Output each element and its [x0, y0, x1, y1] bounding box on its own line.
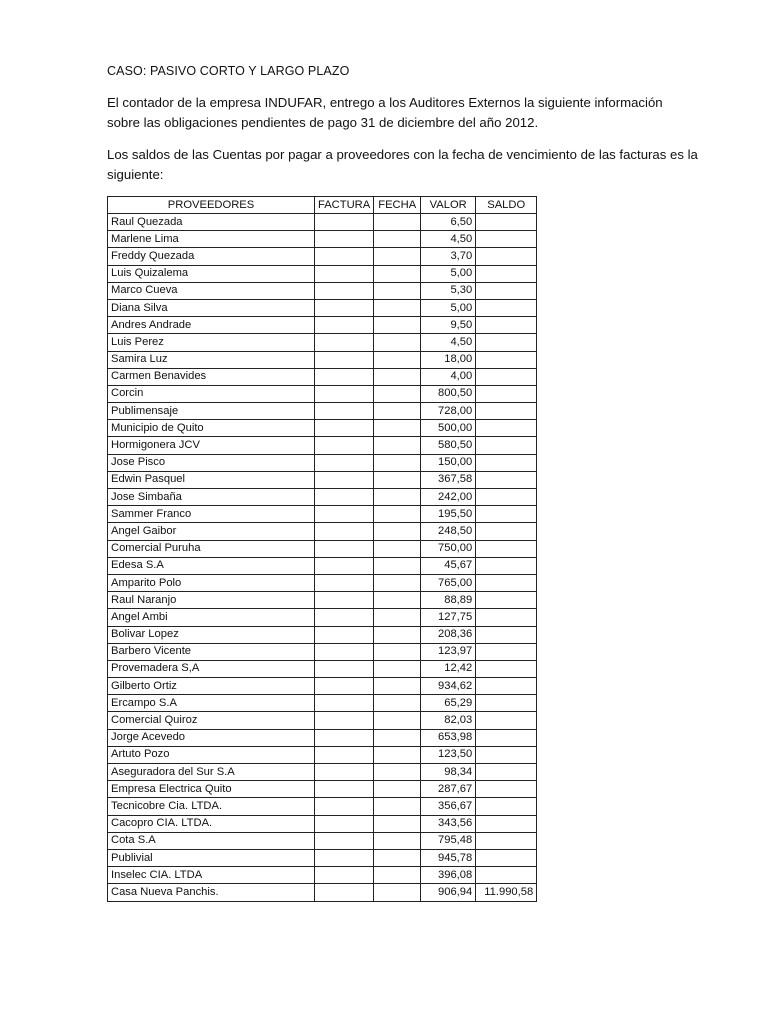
cell-fecha — [374, 729, 421, 746]
cell-factura — [315, 540, 374, 557]
cell-fecha — [374, 884, 421, 901]
cell-proveedor: Casa Nueva Panchis. — [108, 884, 315, 901]
cell-proveedor: Luis Perez — [108, 334, 315, 351]
cell-proveedor: Angel Ambi — [108, 609, 315, 626]
cell-valor: 123,97 — [421, 643, 476, 660]
cell-valor: 248,50 — [421, 523, 476, 540]
balance-paragraph — [107, 145, 698, 185]
cell-factura — [315, 832, 374, 849]
cell-saldo — [476, 764, 537, 781]
cell-factura — [315, 265, 374, 282]
cell-fecha — [374, 798, 421, 815]
cell-saldo — [476, 746, 537, 763]
table-row — [108, 592, 537, 609]
cell-fecha — [374, 231, 421, 248]
cell-fecha — [374, 781, 421, 798]
cell-fecha — [374, 317, 421, 334]
cell-valor: 3,70 — [421, 248, 476, 265]
cell-proveedor: Raul Naranjo — [108, 592, 315, 609]
cell-fecha — [374, 832, 421, 849]
cell-proveedor: Empresa Electrica Quito — [108, 781, 315, 798]
table-row — [108, 626, 537, 643]
cell-valor: 150,00 — [421, 454, 476, 471]
cell-valor: 4,00 — [421, 368, 476, 385]
cell-proveedor: Barbero Vicente — [108, 643, 315, 660]
table-row — [108, 746, 537, 763]
cell-fecha — [374, 248, 421, 265]
table-row — [108, 867, 537, 884]
table-row — [108, 420, 537, 437]
cell-factura — [315, 248, 374, 265]
cell-saldo — [476, 368, 537, 385]
cell-saldo — [476, 385, 537, 402]
cell-fecha — [374, 437, 421, 454]
cell-saldo — [476, 867, 537, 884]
cell-fecha — [374, 523, 421, 540]
cell-fecha — [374, 815, 421, 832]
cell-factura — [315, 695, 374, 712]
cell-saldo — [476, 592, 537, 609]
cell-saldo — [476, 420, 537, 437]
cell-saldo — [476, 471, 537, 488]
cell-fecha — [374, 867, 421, 884]
header-saldo: SALDO — [476, 197, 537, 214]
cell-proveedor: Marlene Lima — [108, 231, 315, 248]
cell-proveedor: Hormigonera JCV — [108, 437, 315, 454]
intro-line-1: El contador de la empresa INDUFAR, entrego a los Auditores Externos la siguiente información — [107, 95, 663, 110]
cell-fecha — [374, 420, 421, 437]
cell-valor: 98,34 — [421, 764, 476, 781]
header-fecha: FECHA — [374, 197, 421, 214]
cell-proveedor: Cota S.A — [108, 832, 315, 849]
cell-factura — [315, 471, 374, 488]
cell-valor: 82,03 — [421, 712, 476, 729]
cell-valor: 242,00 — [421, 489, 476, 506]
balance-line-1: Los saldos de las Cuentas por pagar a proveedores con la fecha de vencimiento de las facturas es la — [107, 147, 698, 162]
cell-factura — [315, 299, 374, 316]
cell-proveedor: Publivial — [108, 849, 315, 866]
cell-proveedor: Municipio de Quito — [108, 420, 315, 437]
cell-factura — [315, 815, 374, 832]
cell-proveedor: Jose Simbaña — [108, 489, 315, 506]
cell-fecha — [374, 265, 421, 282]
cell-fecha — [374, 299, 421, 316]
cell-factura — [315, 867, 374, 884]
cell-saldo — [476, 574, 537, 591]
cell-factura — [315, 437, 374, 454]
cell-valor: 195,50 — [421, 506, 476, 523]
cell-saldo — [476, 351, 537, 368]
cell-proveedor: Luis Quizalema — [108, 265, 315, 282]
cell-saldo — [476, 403, 537, 420]
cell-valor: 4,50 — [421, 231, 476, 248]
cell-valor: 396,08 — [421, 867, 476, 884]
cell-valor: 800,50 — [421, 385, 476, 402]
cell-saldo — [476, 609, 537, 626]
cell-fecha — [374, 678, 421, 695]
cell-proveedor: Inselec CIA. LTDA — [108, 867, 315, 884]
cell-proveedor: Gilberto Ortiz — [108, 678, 315, 695]
cell-fecha — [374, 849, 421, 866]
header-valor: VALOR — [421, 197, 476, 214]
table-row — [108, 248, 537, 265]
table-row — [108, 214, 537, 231]
cell-saldo — [476, 849, 537, 866]
cell-saldo — [476, 626, 537, 643]
cell-saldo — [476, 643, 537, 660]
cell-valor: 208,36 — [421, 626, 476, 643]
cell-valor: 18,00 — [421, 351, 476, 368]
cell-proveedor: Comercial Quiroz — [108, 712, 315, 729]
cell-saldo — [476, 437, 537, 454]
cell-saldo — [476, 660, 537, 677]
table-row — [108, 712, 537, 729]
cell-fecha — [374, 282, 421, 299]
cell-proveedor: Tecnicobre Cia. LTDA. — [108, 798, 315, 815]
table-header-row — [108, 197, 537, 214]
cell-proveedor: Ercampo S.A — [108, 695, 315, 712]
cell-saldo — [476, 282, 537, 299]
cell-factura — [315, 489, 374, 506]
cell-valor: 356,67 — [421, 798, 476, 815]
cell-valor: 906,94 — [421, 884, 476, 901]
cell-factura — [315, 214, 374, 231]
cell-saldo — [476, 248, 537, 265]
cell-proveedor: Andres Andrade — [108, 317, 315, 334]
cell-proveedor: Corcin — [108, 385, 315, 402]
cell-factura — [315, 609, 374, 626]
cell-fecha — [374, 489, 421, 506]
balance-line-2: siguiente: — [107, 167, 164, 182]
cell-fecha — [374, 695, 421, 712]
table-row — [108, 849, 537, 866]
cell-factura — [315, 729, 374, 746]
cell-factura — [315, 884, 374, 901]
intro-paragraph — [107, 93, 687, 133]
table-row — [108, 351, 537, 368]
cell-valor: 580,50 — [421, 437, 476, 454]
cell-fecha — [374, 351, 421, 368]
cell-factura — [315, 746, 374, 763]
cell-proveedor: Jorge Acevedo — [108, 729, 315, 746]
cell-factura — [315, 764, 374, 781]
cell-fecha — [374, 403, 421, 420]
table-row — [108, 574, 537, 591]
cell-valor: 5,30 — [421, 282, 476, 299]
table-row — [108, 678, 537, 695]
cell-valor: 9,50 — [421, 317, 476, 334]
table-row — [108, 299, 537, 316]
cell-valor: 500,00 — [421, 420, 476, 437]
table-row — [108, 523, 537, 540]
cell-saldo — [476, 798, 537, 815]
cell-factura — [315, 798, 374, 815]
cell-factura — [315, 643, 374, 660]
cell-saldo — [476, 695, 537, 712]
cell-fecha — [374, 557, 421, 574]
cell-proveedor: Jose Pisco — [108, 454, 315, 471]
cell-proveedor: Artuto Pozo — [108, 746, 315, 763]
cell-saldo — [476, 334, 537, 351]
cell-valor: 653,98 — [421, 729, 476, 746]
cell-factura — [315, 506, 374, 523]
table-row — [108, 609, 537, 626]
cell-valor: 45,67 — [421, 557, 476, 574]
cell-fecha — [374, 540, 421, 557]
table-row — [108, 265, 537, 282]
cell-proveedor: Raul Quezada — [108, 214, 315, 231]
cell-proveedor: Samira Luz — [108, 351, 315, 368]
cell-factura — [315, 231, 374, 248]
cell-saldo — [476, 317, 537, 334]
cell-saldo — [476, 506, 537, 523]
table-row — [108, 815, 537, 832]
cell-fecha — [374, 660, 421, 677]
cell-saldo: 11.990,58 — [476, 884, 537, 901]
cell-proveedor: Marco Cueva — [108, 282, 315, 299]
cell-fecha — [374, 506, 421, 523]
table-row — [108, 437, 537, 454]
cell-factura — [315, 368, 374, 385]
table-row — [108, 385, 537, 402]
cell-fecha — [374, 764, 421, 781]
cell-factura — [315, 678, 374, 695]
table-row — [108, 798, 537, 815]
cell-proveedor: Sammer Franco — [108, 506, 315, 523]
table-row — [108, 403, 537, 420]
cell-saldo — [476, 265, 537, 282]
case-title: CASO: PASIVO CORTO Y LARGO PLAZO — [107, 64, 350, 78]
cell-valor: 795,48 — [421, 832, 476, 849]
cell-saldo — [476, 299, 537, 316]
cell-factura — [315, 626, 374, 643]
cell-factura — [315, 420, 374, 437]
cell-saldo — [476, 231, 537, 248]
cell-fecha — [374, 385, 421, 402]
table-row — [108, 282, 537, 299]
cell-proveedor: Freddy Quezada — [108, 248, 315, 265]
cell-valor: 287,67 — [421, 781, 476, 798]
table-body — [108, 214, 537, 902]
cell-fecha — [374, 454, 421, 471]
cell-proveedor: Aseguradora del Sur S.A — [108, 764, 315, 781]
cell-factura — [315, 317, 374, 334]
cell-factura — [315, 592, 374, 609]
cell-factura — [315, 385, 374, 402]
cell-proveedor: Publimensaje — [108, 403, 315, 420]
cell-saldo — [476, 678, 537, 695]
cell-valor: 88,89 — [421, 592, 476, 609]
table-row — [108, 489, 537, 506]
cell-factura — [315, 334, 374, 351]
cell-proveedor: Provemadera S,A — [108, 660, 315, 677]
cell-factura — [315, 781, 374, 798]
cell-proveedor: Amparito Polo — [108, 574, 315, 591]
table-row — [108, 368, 537, 385]
table-row — [108, 506, 537, 523]
cell-fecha — [374, 368, 421, 385]
cell-valor: 6,50 — [421, 214, 476, 231]
cell-proveedor: Diana Silva — [108, 299, 315, 316]
cell-proveedor: Edwin Pasquel — [108, 471, 315, 488]
cell-proveedor: Angel Gaibor — [108, 523, 315, 540]
cell-saldo — [476, 832, 537, 849]
cell-saldo — [476, 454, 537, 471]
table-row — [108, 540, 537, 557]
table-row — [108, 832, 537, 849]
cell-factura — [315, 523, 374, 540]
cell-fecha — [374, 214, 421, 231]
cell-proveedor: Bolivar Lopez — [108, 626, 315, 643]
cell-valor: 127,75 — [421, 609, 476, 626]
table-row — [108, 884, 537, 901]
cell-factura — [315, 849, 374, 866]
cell-valor: 65,29 — [421, 695, 476, 712]
cell-saldo — [476, 781, 537, 798]
cell-valor: 4,50 — [421, 334, 476, 351]
cell-proveedor: Carmen Benavides — [108, 368, 315, 385]
table-row — [108, 471, 537, 488]
cell-valor: 12,42 — [421, 660, 476, 677]
cell-fecha — [374, 712, 421, 729]
cell-valor: 750,00 — [421, 540, 476, 557]
table-row — [108, 317, 537, 334]
cell-fecha — [374, 643, 421, 660]
cell-saldo — [476, 557, 537, 574]
suppliers-table — [107, 196, 537, 902]
table-row — [108, 660, 537, 677]
cell-factura — [315, 574, 374, 591]
cell-proveedor: Comercial Puruha — [108, 540, 315, 557]
cell-valor: 123,50 — [421, 746, 476, 763]
cell-factura — [315, 403, 374, 420]
cell-valor: 945,78 — [421, 849, 476, 866]
cell-saldo — [476, 489, 537, 506]
cell-fecha — [374, 471, 421, 488]
cell-valor: 367,58 — [421, 471, 476, 488]
cell-valor: 343,56 — [421, 815, 476, 832]
table-row — [108, 781, 537, 798]
cell-factura — [315, 454, 374, 471]
cell-valor: 728,00 — [421, 403, 476, 420]
cell-fecha — [374, 609, 421, 626]
cell-factura — [315, 282, 374, 299]
table-row — [108, 454, 537, 471]
cell-saldo — [476, 712, 537, 729]
table-row — [108, 557, 537, 574]
cell-valor: 5,00 — [421, 299, 476, 316]
table-row — [108, 695, 537, 712]
cell-valor: 5,00 — [421, 265, 476, 282]
cell-saldo — [476, 729, 537, 746]
cell-factura — [315, 351, 374, 368]
table-row — [108, 231, 537, 248]
cell-factura — [315, 557, 374, 574]
cell-fecha — [374, 746, 421, 763]
cell-fecha — [374, 626, 421, 643]
header-proveedores: PROVEEDORES — [108, 197, 315, 214]
cell-fecha — [374, 592, 421, 609]
cell-fecha — [374, 334, 421, 351]
table-row — [108, 334, 537, 351]
cell-factura — [315, 660, 374, 677]
cell-saldo — [476, 214, 537, 231]
cell-valor: 934,62 — [421, 678, 476, 695]
table-row — [108, 764, 537, 781]
cell-proveedor: Cacopro CIA. LTDA. — [108, 815, 315, 832]
cell-valor: 765,00 — [421, 574, 476, 591]
cell-proveedor: Edesa S.A — [108, 557, 315, 574]
cell-saldo — [476, 523, 537, 540]
table-row — [108, 729, 537, 746]
cell-saldo — [476, 540, 537, 557]
cell-factura — [315, 712, 374, 729]
header-factura: FACTURA — [315, 197, 374, 214]
cell-fecha — [374, 574, 421, 591]
table-row — [108, 643, 537, 660]
intro-line-2: sobre las obligaciones pendientes de pago 31 de diciembre del año 2012. — [107, 115, 539, 130]
cell-saldo — [476, 815, 537, 832]
